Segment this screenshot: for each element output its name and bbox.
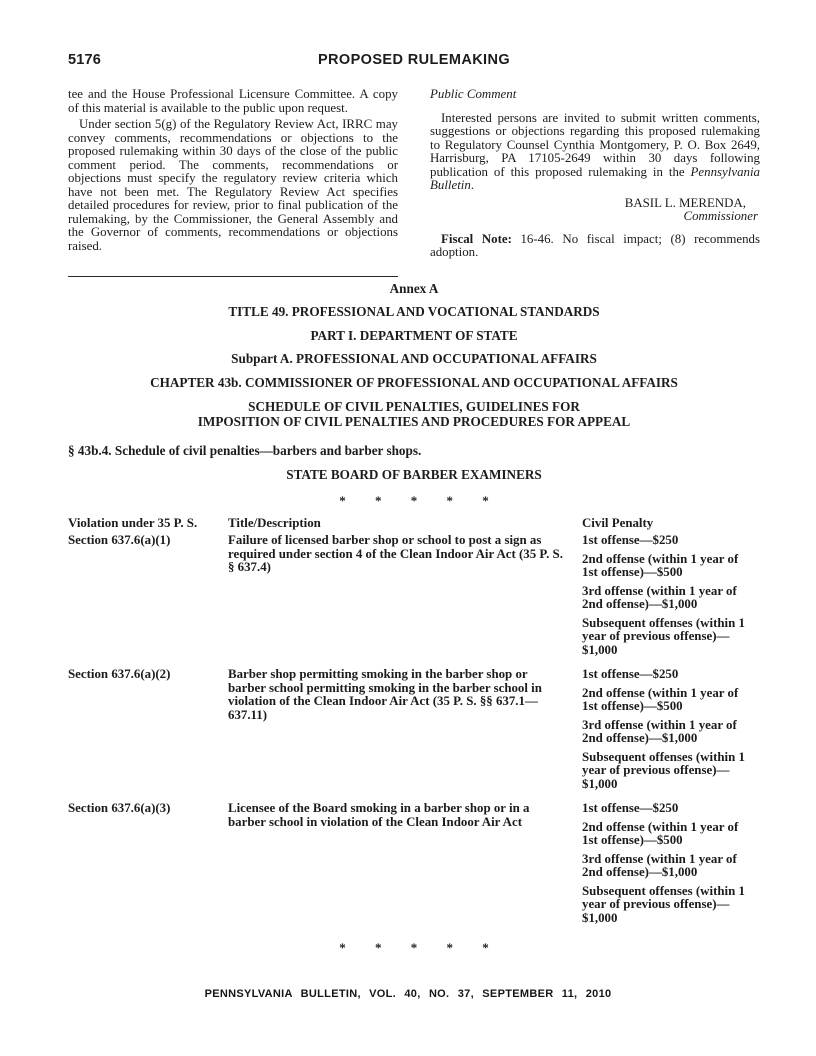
row-penalties — [582, 534, 760, 662]
row-violation: Section 637.6(a)(3) — [68, 801, 171, 815]
schedule-heading-line2: IMPOSITION OF CIVIL PENALTIES AND PROCEDURES FOR APPEAL — [197, 413, 631, 429]
signature-title: Commissioner — [683, 209, 758, 223]
section-divider-rule — [68, 276, 398, 277]
two-column-text — [68, 88, 760, 263]
penalty-item: 3rd offense (within 1 year of 2nd offense)—$1,000 — [582, 851, 737, 879]
subpart-heading: Subpart A. PROFESSIONAL AND OCCUPATIONAL AFFAIRS — [231, 351, 597, 366]
table-header-row — [68, 517, 760, 531]
header-description: Title/Description — [228, 515, 321, 530]
left-column — [68, 88, 398, 263]
asterisk-separator-top: * * * * * — [339, 492, 489, 508]
row-violation: Section 637.6(a)(2) — [68, 667, 171, 681]
row-description: Barber shop permitting smoking in the barber shop or barber school permitting smoking in the barber school in violation of the Clean Indoor Air Act (35 P. S. §§ 637.1—637.11) — [228, 667, 542, 722]
page-footer: PENNSYLVANIA BULLETIN, VOL. 40, NO. 37, SEPTEMBER 11, 2010 — [204, 988, 612, 1000]
annex-heading: Annex A — [389, 280, 439, 296]
page-number: 5176 — [68, 52, 102, 68]
penalty-item: 1st offense—$250 — [582, 533, 679, 547]
signature-name: BASIL L. MERENDA, — [624, 195, 746, 210]
part-heading: PART I. DEPARTMENT OF STATE — [310, 327, 518, 343]
public-comment-heading: Public Comment — [430, 87, 517, 101]
penalty-item: 2nd offense (within 1 year of 1st offense)—$500 — [582, 685, 739, 713]
row-description: Failure of licensed barber shop or school to post a sign as required under section 4 of the Clean Indoor Air Act (35 P. S. § 637.4) — [228, 533, 563, 574]
row-penalties — [582, 668, 760, 796]
penalty-item: 2nd offense (within 1 year of 1st offense)—$500 — [582, 551, 739, 579]
title-heading: TITLE 49. PROFESSIONAL AND VOCATIONAL STANDARDS — [228, 304, 600, 319]
row-penalties — [582, 802, 760, 930]
public-comment-text: Interested persons are invited to submit written comments, suggestions or objections regarding this proposed rulemaking to Regulatory Counsel Cynthia Montgomery, P. O. Box 2649, Harrisburg, PA 17105-2649 within 30 days following publication of this proposed rulemaking in the — [430, 110, 760, 179]
fiscal-note — [430, 233, 760, 260]
row-description: Licensee of the Board smoking in a barber shop or in a barber school in violation of the Clean Indoor Air Act — [228, 801, 530, 829]
table-row — [68, 534, 760, 662]
table-row — [68, 668, 760, 796]
header-violation: Violation under 35 P. S. — [68, 515, 198, 530]
header-penalty: Civil Penalty — [582, 515, 654, 530]
penalty-item: Subsequent offenses (within 1 year of previous offense)—$1,000 — [582, 883, 745, 925]
penalty-item: 1st offense—$250 — [582, 667, 679, 681]
civil-penalty-table — [68, 517, 760, 931]
page-header-title: PROPOSED RULEMAKING — [317, 52, 511, 68]
bulletin-name-italic: Pennsylvania Bulletin — [430, 164, 760, 192]
public-comment-period: . — [470, 178, 475, 192]
table-row — [68, 802, 760, 930]
fiscal-note-text: 16-46. No fiscal impact; (8) recommends adoption. — [430, 231, 760, 259]
penalty-item: 3rd offense (within 1 year of 2nd offense)—$1,000 — [582, 717, 737, 745]
penalty-item: 2nd offense (within 1 year of 1st offense)—$500 — [582, 819, 739, 847]
penalty-item: 1st offense—$250 — [582, 801, 679, 815]
chapter-heading: CHAPTER 43b. COMMISSIONER OF PROFESSIONAL AND OCCUPATIONAL AFFAIRS — [150, 374, 678, 390]
public-comment-paragraph — [430, 112, 760, 193]
penalty-item: 3rd offense (within 1 year of 2nd offense)—$1,000 — [582, 583, 737, 611]
page-header — [68, 52, 760, 69]
schedule-heading — [68, 400, 760, 429]
section-43b4-heading: § 43b.4. Schedule of civil penalties—barbers and barber shops. — [68, 443, 422, 458]
fiscal-note-label: Fiscal Note: — [441, 231, 512, 246]
left-paragraph-irrc: Under section 5(g) of the Regulatory Review Act, IRRC may convey comments, recommendations or objections to the proposed rulemaking within 30 days of the close of the public comment period. The comments, recommendations or objections must specify the regulatory review criteria which have not been met. The Regulatory Review Act specifies detailed procedures for review, prior to final publication of the rulemaking, by the Commissioner, the General Assembly and the Governor of comments, recommendations or objections raised. — [68, 117, 398, 253]
penalty-item: Subsequent offenses (within 1 year of previous offense)—$1,000 — [582, 615, 745, 657]
schedule-heading-line1: SCHEDULE OF CIVIL PENALTIES, GUIDELINES FOR — [248, 399, 580, 414]
right-column — [430, 88, 760, 263]
asterisk-separator-bottom: * * * * * — [339, 940, 489, 955]
left-paragraph-continuation: tee and the House Professional Licensure Committee. A copy of this material is available to the public upon request. — [68, 87, 398, 115]
penalty-item: Subsequent offenses (within 1 year of previous offense)—$1,000 — [582, 749, 745, 791]
row-violation: Section 637.6(a)(1) — [68, 533, 171, 547]
board-heading: STATE BOARD OF BARBER EXAMINERS — [286, 467, 542, 482]
